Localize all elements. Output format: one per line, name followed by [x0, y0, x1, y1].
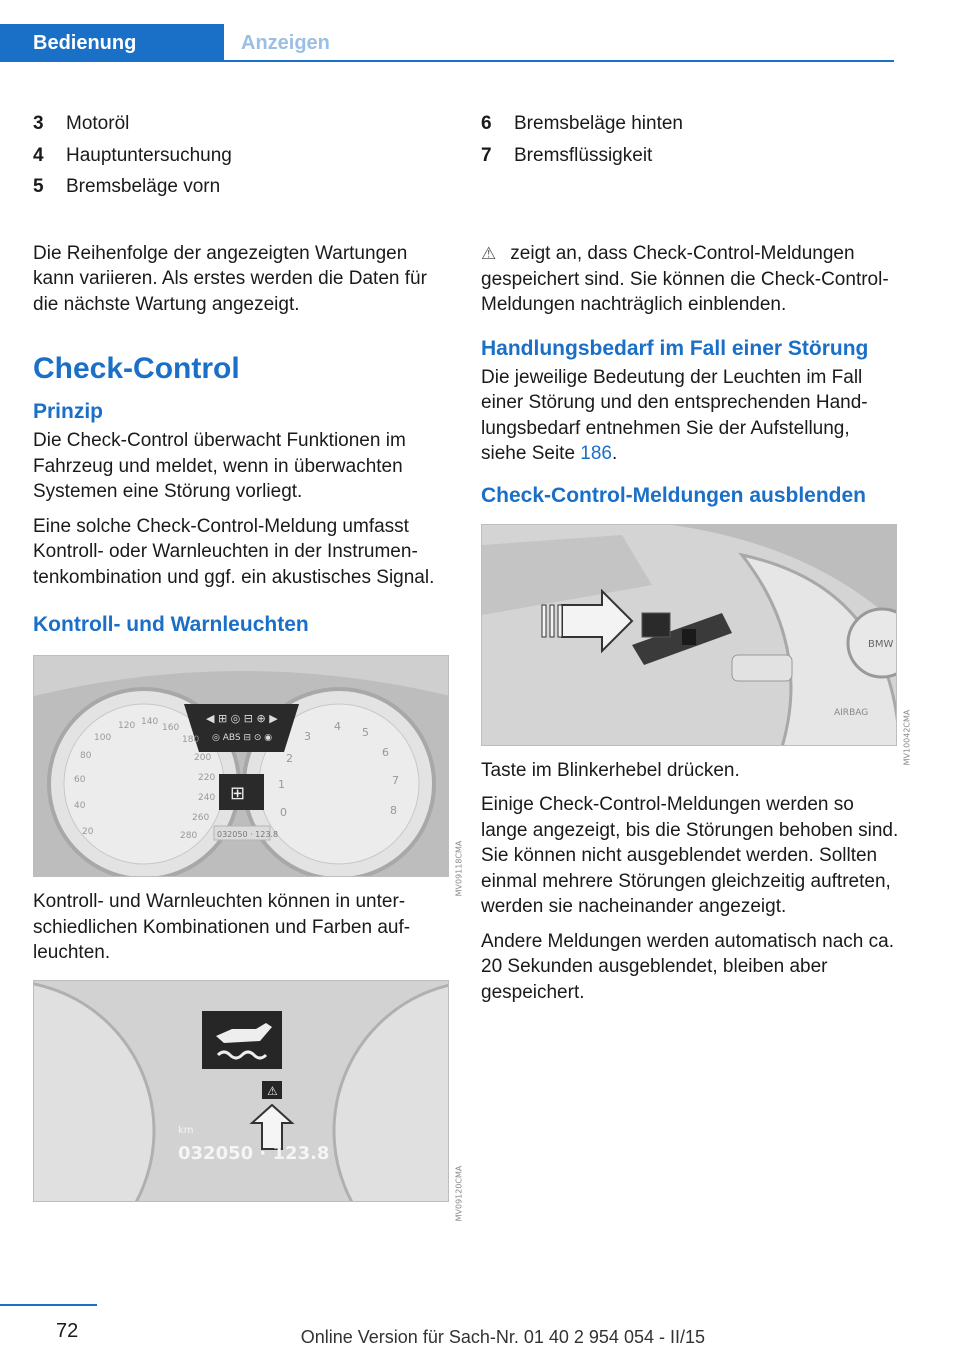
paragraph-leuchten: Kontroll- und Warnleuchten können in unterschiedlichen Kombinationen und Farben aufleuchten. [33, 891, 411, 963]
figure-code: MV09120CMA [454, 1165, 464, 1221]
intro-paragraph: Die Reihenfolge der angezeigten Wartungen kann variieren. Als erstes werden die Daten für die nächste Wartung angezeigt. [33, 242, 427, 315]
tick-label: 40 [74, 801, 86, 811]
figure-turn-signal-lever [481, 524, 912, 765]
tick-label: 100 [94, 733, 112, 743]
tick-label: 140 [141, 717, 159, 727]
tick-label: 20 [82, 827, 94, 837]
tick-label: 220 [198, 773, 216, 783]
heading-handlungsbedarf: Handlungsbedarf im Fall einer Störung [481, 336, 869, 360]
section-title: Check-Control [33, 352, 240, 385]
paragraph-prinzip-1: Die Check-Control überwacht Funktionen im Fahrzeug und meldet, wenn in überwachten Systemen eine Störung vorliegt. [33, 430, 406, 502]
page-number: 72 [56, 1320, 79, 1342]
paragraph-handlungsbedarf: Die jeweilige Bedeutung der Leuchten im Fall einer Störung und den entsprechenden Handlungsbedarf entnehmen Sie der Aufstellung, siehe Seite 186. [481, 366, 868, 464]
header-tabbar [0, 24, 894, 62]
svg-text:⊞: ⊞ [230, 783, 246, 804]
tick-label: 0 [280, 806, 287, 819]
svg-text:◀ ⊞ ◎ ⊟ ⊕ ▶: ◀ ⊞ ◎ ⊟ ⊕ ▶ [206, 712, 278, 725]
instrument-cluster-illustration [34, 656, 449, 877]
figure-oil-warning [33, 980, 464, 1221]
tick-label: 5 [362, 726, 369, 739]
warning-triangle-icon: ⚠ [481, 244, 497, 263]
tick-label: 200 [194, 753, 212, 763]
tab-anzeigen[interactable]: Anzeigen [241, 31, 330, 54]
paragraph-taste: Taste im Blinkerhebel drücken. [481, 759, 740, 781]
footer-rule [0, 1304, 97, 1306]
tick-label: 180 [182, 735, 200, 745]
list-item: 7 Bremsflüssigkeit [481, 144, 653, 166]
km-label: km [178, 1124, 194, 1136]
list-item: 5 Bremsbeläge vorn [33, 176, 221, 197]
paragraph-andere: Andere Meldungen werden automatisch nach ca. 20 Sekunden ausgeblendet, bleiben aber gespeichert. [481, 930, 894, 1003]
heading-meldungen-ausblenden: Check-Control-Meldungen ausblenden [481, 483, 867, 507]
odometer-readout: 032050 · 123.8 [217, 830, 279, 839]
tab-bedienung[interactable]: Bedienung [0, 24, 224, 62]
figure-instrument-cluster [33, 655, 464, 897]
numbered-list-left [33, 108, 451, 203]
tick-label: 60 [74, 775, 86, 785]
svg-text:◎ ABS ⊟ ⊙ ◉: ◎ ABS ⊟ ⊙ ◉ [212, 733, 273, 743]
brand-logo: BMW [868, 638, 894, 650]
tick-label: 160 [162, 723, 180, 733]
tick-label: 3 [304, 730, 311, 743]
paragraph-warning-stored: ⚠ zeigt an, dass Check-Control-Meldungen gespeichert sind. Sie können die Check-Control-Meldungen nachträglich einblenden. [481, 243, 889, 315]
airbag-label: AIRBAG [834, 707, 869, 718]
list-item: 4 Hauptuntersuchung [33, 144, 232, 166]
tick-label: 80 [80, 751, 92, 761]
footer-version-text: Online Version für Sach-Nr. 01 40 2 954 054 - II/15 [300, 1327, 705, 1347]
list-item: 6 Bremsbeläge hinten [481, 113, 683, 134]
tick-label: 240 [198, 793, 216, 803]
tick-label: 8 [390, 804, 397, 817]
figure-code: MV10042CMA [902, 709, 912, 765]
odometer-readout: 032050 · 123.8 [178, 1142, 330, 1164]
svg-text:⚠: ⚠ [267, 1083, 278, 1098]
paragraph-prinzip-2: Eine solche Check-Control-Meldung umfasst Kontroll- oder Warnleuchten in der Instrumentenkombination und ggf. ein akustisches Signal. [33, 515, 435, 588]
tick-label: 2 [286, 752, 293, 765]
heading-kontroll-warnleuchten: Kontroll- und Warnleuchten [33, 613, 309, 636]
left-column [33, 108, 464, 1221]
right-column [481, 108, 912, 1014]
tick-label: 6 [382, 746, 389, 759]
heading-prinzip: Prinzip [33, 400, 104, 423]
list-item: 3 Motoröl [33, 113, 130, 134]
turn-signal-lever-illustration [482, 525, 897, 746]
page-link[interactable]: 186 [580, 443, 612, 464]
paragraph-einige: Einige Check-Control-Meldungen werden so lange angezeigt, bis die Störungen behoben sind. Sie können nicht ausgeblendet werden. Sollten einmal mehrere Störungen gleichzeitig auftreten, werden sie nacheinander angezeigt. [481, 794, 899, 917]
oil-warning-illustration [34, 981, 449, 1202]
numbered-list-right [481, 108, 899, 171]
tick-label: 260 [192, 813, 210, 823]
figure-code: MV09118CMA [454, 840, 464, 897]
tick-label: 7 [392, 774, 399, 787]
tick-label: 120 [118, 721, 136, 731]
tick-label: 1 [278, 778, 285, 791]
tick-label: 4 [334, 720, 341, 733]
tick-label: 280 [180, 831, 198, 841]
